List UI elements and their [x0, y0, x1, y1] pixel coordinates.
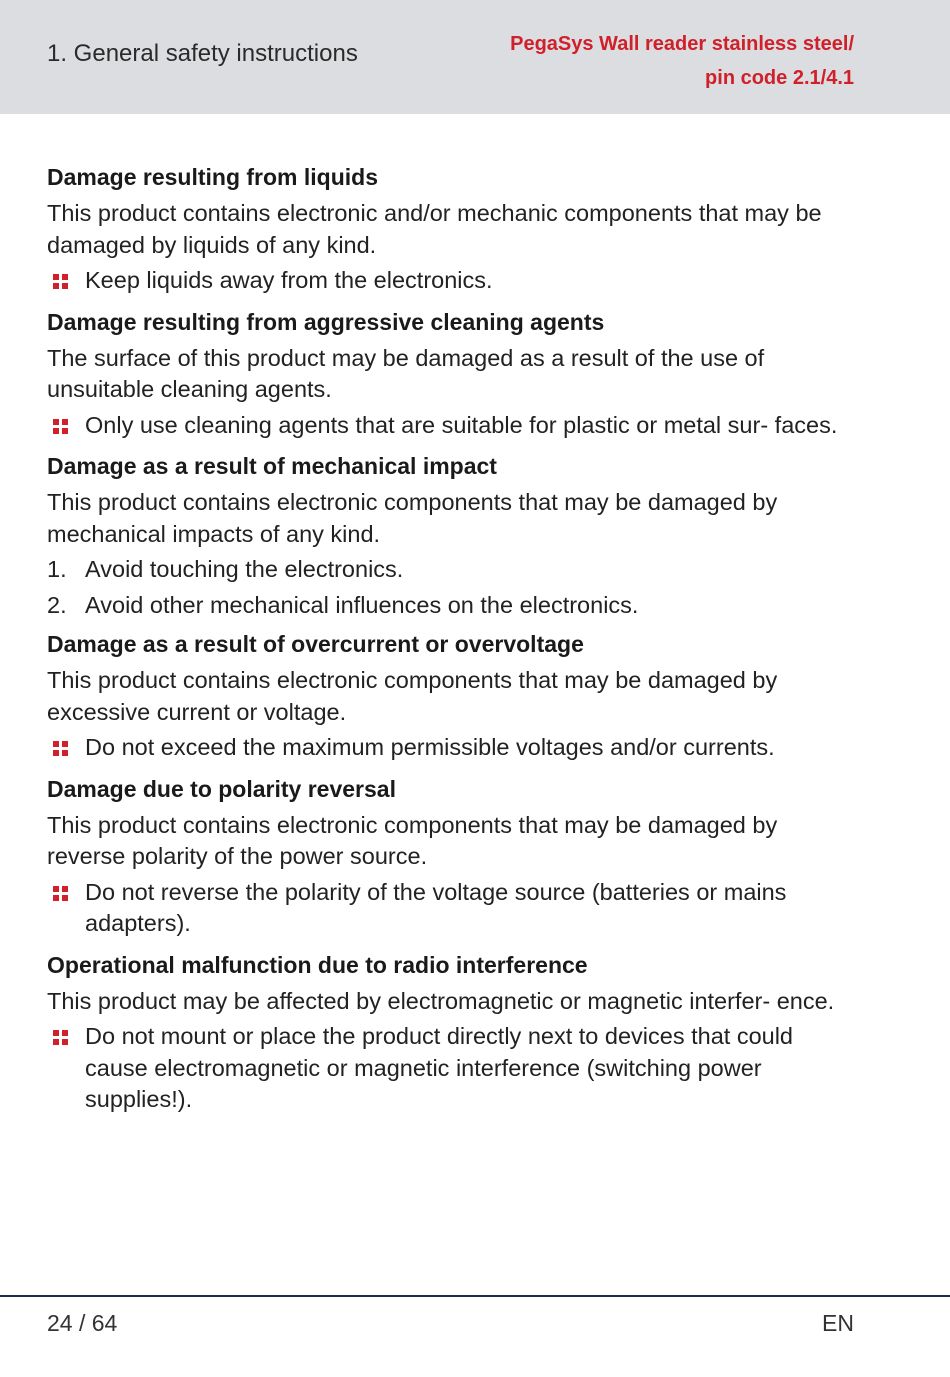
list-item	[47, 410, 857, 442]
red-square-bullet-icon	[53, 419, 68, 434]
list-item-text: Keep liquids away from the electronics.	[85, 267, 493, 293]
section-overcurrent	[47, 625, 857, 764]
list-item-text: Do not exceed the maximum permissible voltages and/or currents.	[85, 734, 775, 760]
list-item-text: Do not reverse the polarity of the voltage source (batteries or mains adapters).	[85, 878, 787, 936]
section-body: This product contains electronic and/or mechanic components that may be damaged by liquids of any kind.	[47, 200, 822, 258]
section-liquids	[47, 158, 857, 297]
section-heading: Damage resulting from aggressive cleaning agents	[47, 308, 605, 335]
list-item	[47, 1021, 857, 1116]
list-item-text: Only use cleaning agents that are suitable for plastic or metal sur- faces.	[85, 411, 838, 438]
list-item	[47, 877, 857, 940]
footer-divider	[0, 1295, 950, 1297]
red-square-bullet-icon	[53, 274, 68, 289]
language-code: EN	[822, 1310, 854, 1336]
section-heading: Damage due to polarity reversal	[47, 775, 396, 802]
section-cleaning-agents	[47, 303, 857, 442]
section-body: The surface of this product may be damaged as a result of the use of unsuitable cleaning agents.	[47, 344, 765, 402]
main-content	[47, 158, 857, 1122]
page-header	[0, 0, 950, 114]
product-title-line2: pin code 2.1/4.1	[705, 67, 854, 89]
chapter-title: 1. General safety instructions	[47, 40, 358, 67]
numbered-item	[47, 554, 857, 586]
item-number: 1.	[47, 556, 67, 582]
product-title-line1: PegaSys Wall reader stainless steel/	[510, 33, 854, 55]
section-heading: Operational malfunction due to radio interference	[47, 951, 588, 978]
section-mechanical-impact	[47, 447, 857, 621]
product-title	[510, 27, 854, 95]
section-body: This product contains electronic components that may be damaged by excessive current or voltage.	[47, 667, 778, 725]
section-radio-interference	[47, 946, 857, 1116]
list-item	[47, 732, 857, 764]
red-square-bullet-icon	[53, 741, 68, 756]
red-square-bullet-icon	[53, 886, 68, 901]
numbered-item-text: Avoid other mechanical influences on the electronics.	[85, 591, 639, 618]
section-heading: Damage resulting from liquids	[47, 164, 378, 190]
section-polarity-reversal	[47, 770, 857, 940]
red-square-bullet-icon	[53, 1030, 68, 1045]
section-heading: Damage as a result of overcurrent or overvoltage	[47, 631, 584, 657]
section-body: This product may be affected by electromagnetic or magnetic interfer- ence.	[47, 987, 835, 1014]
page-number: 24 / 64	[47, 1310, 118, 1336]
item-number: 2.	[47, 591, 67, 618]
section-body: This product contains electronic components that may be damaged by reverse polarity of the power source.	[47, 811, 778, 869]
section-body: This product contains electronic components that may be damaged by mechanical impacts of any kind.	[47, 489, 778, 547]
section-heading: Damage as a result of mechanical impact	[47, 453, 497, 479]
list-item	[47, 265, 857, 297]
numbered-item	[47, 590, 857, 622]
numbered-item-text: Avoid touching the electronics.	[85, 556, 404, 582]
list-item-text: Do not mount or place the product directly next to devices that could cause electromagnetic or magnetic interference (switching power supplies!).	[85, 1023, 794, 1112]
